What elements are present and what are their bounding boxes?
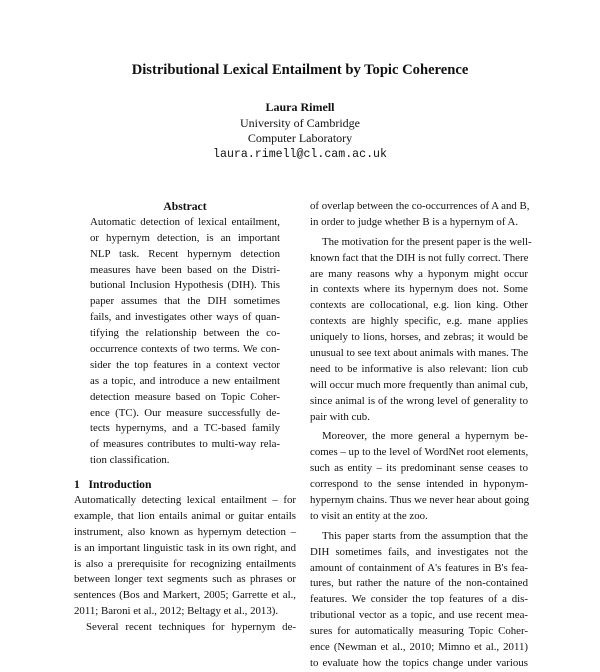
- intro-line: Several recent techniques for hypernym de-: [86, 621, 296, 634]
- body-line: will occur much more frequently than animal cub,: [310, 378, 528, 391]
- right-column: [310, 199, 532, 672]
- body-line: known fact that the DIH is not fully correct. There: [310, 251, 529, 264]
- body-line: in order to judge whether B is a hypernym of A.: [310, 215, 519, 228]
- abstract-line: tifying the relationship between the co-: [90, 327, 280, 340]
- body-line: correspond to the sense intended in hyponym-: [310, 478, 528, 491]
- body-line: uniquely to lions, horses, and zebras; it would be: [310, 331, 528, 344]
- abstract-body: [74, 215, 296, 469]
- body-line: DIH sometimes fails, and investigates not the: [310, 545, 528, 558]
- body-line: need to be informative is also relevant: lion cub: [310, 362, 528, 375]
- section-title: Introduction: [88, 478, 152, 492]
- abstract-line: measures have been based on the Distri-: [90, 263, 280, 276]
- body-line: contexts are collocational, e.g. lion king. Other: [310, 299, 528, 312]
- body-line: Moreover, the more general a hypernym be-: [322, 430, 528, 443]
- body-line: hypernym chains. Thus we never hear about going: [310, 494, 530, 507]
- author-affiliation-university: University of Cambridge: [240, 115, 360, 130]
- body-line: to visit an entity at the zoo.: [310, 509, 428, 522]
- body-line: to evaluate how the topics change under various: [310, 656, 528, 669]
- abstract-line: ence (TC). Our measure successfully de-: [90, 406, 280, 419]
- intro-line: 2011; Baroni et al., 2012; Beltagy et al., 2013).: [74, 605, 279, 618]
- intro-line: example, that lion entails animal or guitar entails: [74, 509, 296, 522]
- body-line: such as entity – its predominant sense ceases to: [310, 462, 528, 475]
- body-line: tributional vector as a topic, and use recent mea-: [310, 609, 528, 622]
- abstract-line: paper assumes that the DIH sometimes: [90, 295, 280, 308]
- abstract-line: occurrence contexts of two terms. We con-: [90, 343, 280, 356]
- intro-line: is an important linguistic task in its own right, and: [74, 541, 296, 554]
- abstract-line: of measures contributes to multi-way rela-: [90, 438, 280, 451]
- abstract-line: NLP task. Recent hypernym detection: [90, 247, 280, 260]
- author-affiliation-lab: Computer Laboratory: [247, 131, 353, 145]
- body-line: tures, but rather the nature of the non-contained: [310, 577, 528, 590]
- abstract-line: fails, and investigates other ways of quan-: [90, 311, 280, 324]
- body-line: ence (Newman et al., 2010; Mimno et al., 2011): [310, 641, 528, 654]
- abstract-line: tion classification.: [90, 454, 170, 467]
- body-line: pair with cub.: [310, 410, 370, 423]
- abstract-line: butional Inclusion Hypothesis (DIH). This: [90, 279, 280, 292]
- body-line: comes – up to the level of WordNet root elements,: [310, 446, 529, 459]
- body-line: amount of containment of A's features in B's fea-: [310, 561, 528, 574]
- section-number: 1: [74, 478, 80, 492]
- body-line: are many reasons why a hyponym might occur: [310, 267, 528, 280]
- body-line: features. We consider the top features of a dis-: [310, 593, 528, 606]
- abstract-line: detection measure based on Topic Coher-: [90, 390, 280, 403]
- intro-line: Automatically detecting lexical entailment – for: [74, 494, 296, 507]
- body-line: sures for automatically measuring Topic Coher-: [310, 625, 528, 638]
- abstract-heading: Abstract: [163, 200, 207, 213]
- abstract-line: as a topic, and introduce a new entailment: [90, 374, 280, 387]
- body-line: unusual to see text about animals with manes. The: [310, 347, 529, 360]
- abstract-line: tects hypernyms, and a TC-based family: [90, 422, 280, 435]
- intro-line: sentences (Bos and Markert, 2005; Garrette et al.,: [74, 589, 296, 602]
- abstract-line: sider the top features in a context vector: [90, 358, 280, 371]
- left-column: [74, 199, 296, 636]
- abstract-line: or hypernym detection, is an important: [90, 231, 280, 244]
- intro-line: is also a prerequisite for recognizing entailments: [74, 557, 296, 570]
- body-line: contexts are highly specific, e.g. mane applies: [310, 315, 528, 328]
- body-line: of overlap between the co-occurrences of A and B,: [310, 200, 530, 212]
- intro-line: instrument, also known as hypernym detection –: [74, 525, 296, 538]
- body-line: since animal is of the wrong level of generality to: [310, 394, 528, 407]
- author-email: laura.rimell@cl.cam.ac.uk: [213, 147, 387, 161]
- paper-title: Distributional Lexical Entailment by Topic Coherence: [131, 62, 469, 78]
- body-line: The motivation for the present paper is the well-: [322, 235, 532, 248]
- section-heading-introduction: [74, 477, 296, 493]
- author-name: Laura Rimell: [265, 100, 335, 114]
- body-line: This paper starts from the assumption that the: [322, 529, 528, 542]
- author-block: [0, 100, 600, 162]
- body-line: in contexts where its hypernym does not. Some: [310, 283, 528, 296]
- abstract-line: Automatic detection of lexical entailment,: [90, 215, 280, 228]
- intro-line: between longer text segments such as phrases or: [74, 573, 296, 586]
